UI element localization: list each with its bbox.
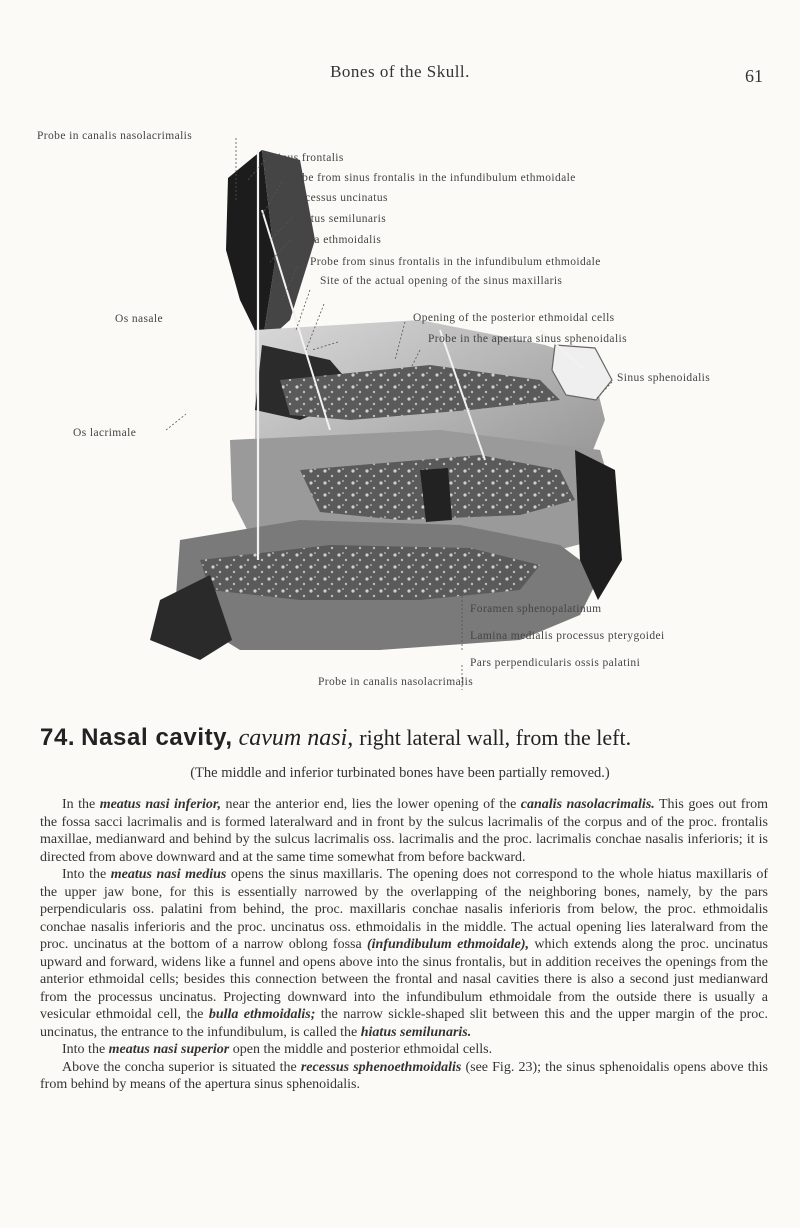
label-probe-canalis-top: Probe in canalis nasolacrimalis — [37, 130, 193, 142]
term: hiatus semilunaris. — [360, 1024, 472, 1040]
paragraph-meatus-medius: Into the meatus nasi medius opens the sinus maxillaris. The opening does not correspond to the whole hiatus maxillaris of the upper jaw bone, for this is essentially narrowed by the overlapping of the neighboring bones, namely, by the pars perpendicularis oss. palatini from behind, the proc. maxillaris conchae nasalis inferioris from below, the proc. ethmoidalis conchae nasalis inferioris and the proc. uncinatus oss. ethmoidalis in the middle. The actual opening lies lateralward from the proc. uncinatus at the bottom of a narrow oblong fossa (infundibulum ethmoidale), which extends along the proc. uncinatus upward and forward, widens like a funnel and opens above into the sinus frontalis, but in addition receives the openings from the anterior ethmoidal cells; besides this connection between the frontal and nasal cavities there is also a second just medianward from the processus uncinatus. Projecting downward into the infundibulum ethmoidale from the outside there is usually a vesicular ethmoidal cell, the bulla ethmoidalis; the narrow sickle-shaped slit between this and the upper margin of the proc. uncinatus, the entrance to the infundibulum, is called the hiatus semilunaris. — [40, 867, 769, 1040]
paragraph-meatus-inferior: In the meatus nasi inferior, near the anterior end, lies the lower opening of the canalis nasolacrimalis. This goes out from the fossa sacci lacrimalis and is formed lateralward and in front by the sulcus lacrimalis of the corpus and of the proc. frontalis maxillae, medianward and behind by the sulcus lacrimalis oss. lacrimalis and the proc. lacrimalis conchae nasalis inferioris; it is directed from above downward and at the same time somewhat from before backward. — [40, 797, 769, 865]
label-lamina-medialis: Lamina medialis processus pterygoidei — [470, 630, 665, 642]
label-opening-posterior-ethmoidal: Opening of the posterior ethmoidal cells — [413, 312, 615, 324]
term: meatus nasi medius — [110, 867, 227, 882]
paragraph-recessus: Above the concha superior is situated the recessus sphenoethmoidalis (see Fig. 23); the sinus sphenoidalis opens above this from behind by means of the apertura sinus sphenoidalis. — [40, 1059, 768, 1092]
figure-caption-title — [40, 724, 800, 752]
caption-main: Nasal cavity, — [81, 724, 233, 751]
term: canalis nasolacrimalis. — [520, 797, 655, 812]
label-os-lacrimale: Os lacrimale — [73, 427, 137, 439]
term: meatus nasi superior — [108, 1042, 230, 1057]
figure-caption-note: (The middle and inferior turbinated bones have been partially removed.) — [190, 765, 610, 781]
label-processus-uncinatus: Processus uncinatus — [288, 192, 388, 204]
term: recessus sphenoethmoidalis — [300, 1059, 462, 1075]
paragraph-meatus-superior: Into the meatus nasi superior open the middle and posterior ethmoidal cells. — [62, 1042, 493, 1057]
label-probe-canalis-bottom: Probe in canalis nasolacrimalis — [318, 676, 474, 688]
label-probe-apertura-sphenoidalis: Probe in the apertura sinus sphenoidalis — [428, 333, 628, 345]
caption-rest: right lateral wall, from the left. — [359, 725, 632, 750]
label-bulla-ethmoidalis: Bulla ethmoidalis — [293, 234, 382, 246]
label-sinus-sphenoidalis: Sinus sphenoidalis — [617, 372, 711, 384]
caption-latin: cavum nasi, — [238, 725, 354, 751]
label-probe-frontalis-infundibulum: Probe from sinus frontalis in the infundibulum ethmoidale — [285, 172, 576, 184]
page-number: 61 — [745, 66, 763, 86]
body-text — [40, 796, 768, 1094]
label-pars-perpendicularis: Pars perpendicularis ossis palatini — [470, 657, 641, 669]
label-hiatus-semilunaris: Hiatus semilunaris — [293, 213, 387, 225]
term: meatus nasi inferior, — [99, 797, 222, 812]
label-os-nasale: Os nasale — [115, 313, 163, 325]
label-foramen-sphenopalatinum: Foramen sphenopalatinum — [470, 603, 602, 615]
label-sinus-frontalis: Sinus frontalis — [271, 152, 344, 164]
term: (infundibulum ethmoidale), — [367, 937, 530, 952]
running-head: Bones of the Skull. — [330, 62, 470, 81]
label-probe-frontalis-infundibulum-2: Probe from sinus frontalis in the infundibulum ethmoidale — [310, 256, 601, 268]
figure-number: 74. — [40, 724, 76, 751]
term: bulla ethmoidalis; — [208, 1007, 316, 1022]
label-site-opening-maxillaris: Site of the actual opening of the sinus maxillaris — [320, 275, 563, 287]
